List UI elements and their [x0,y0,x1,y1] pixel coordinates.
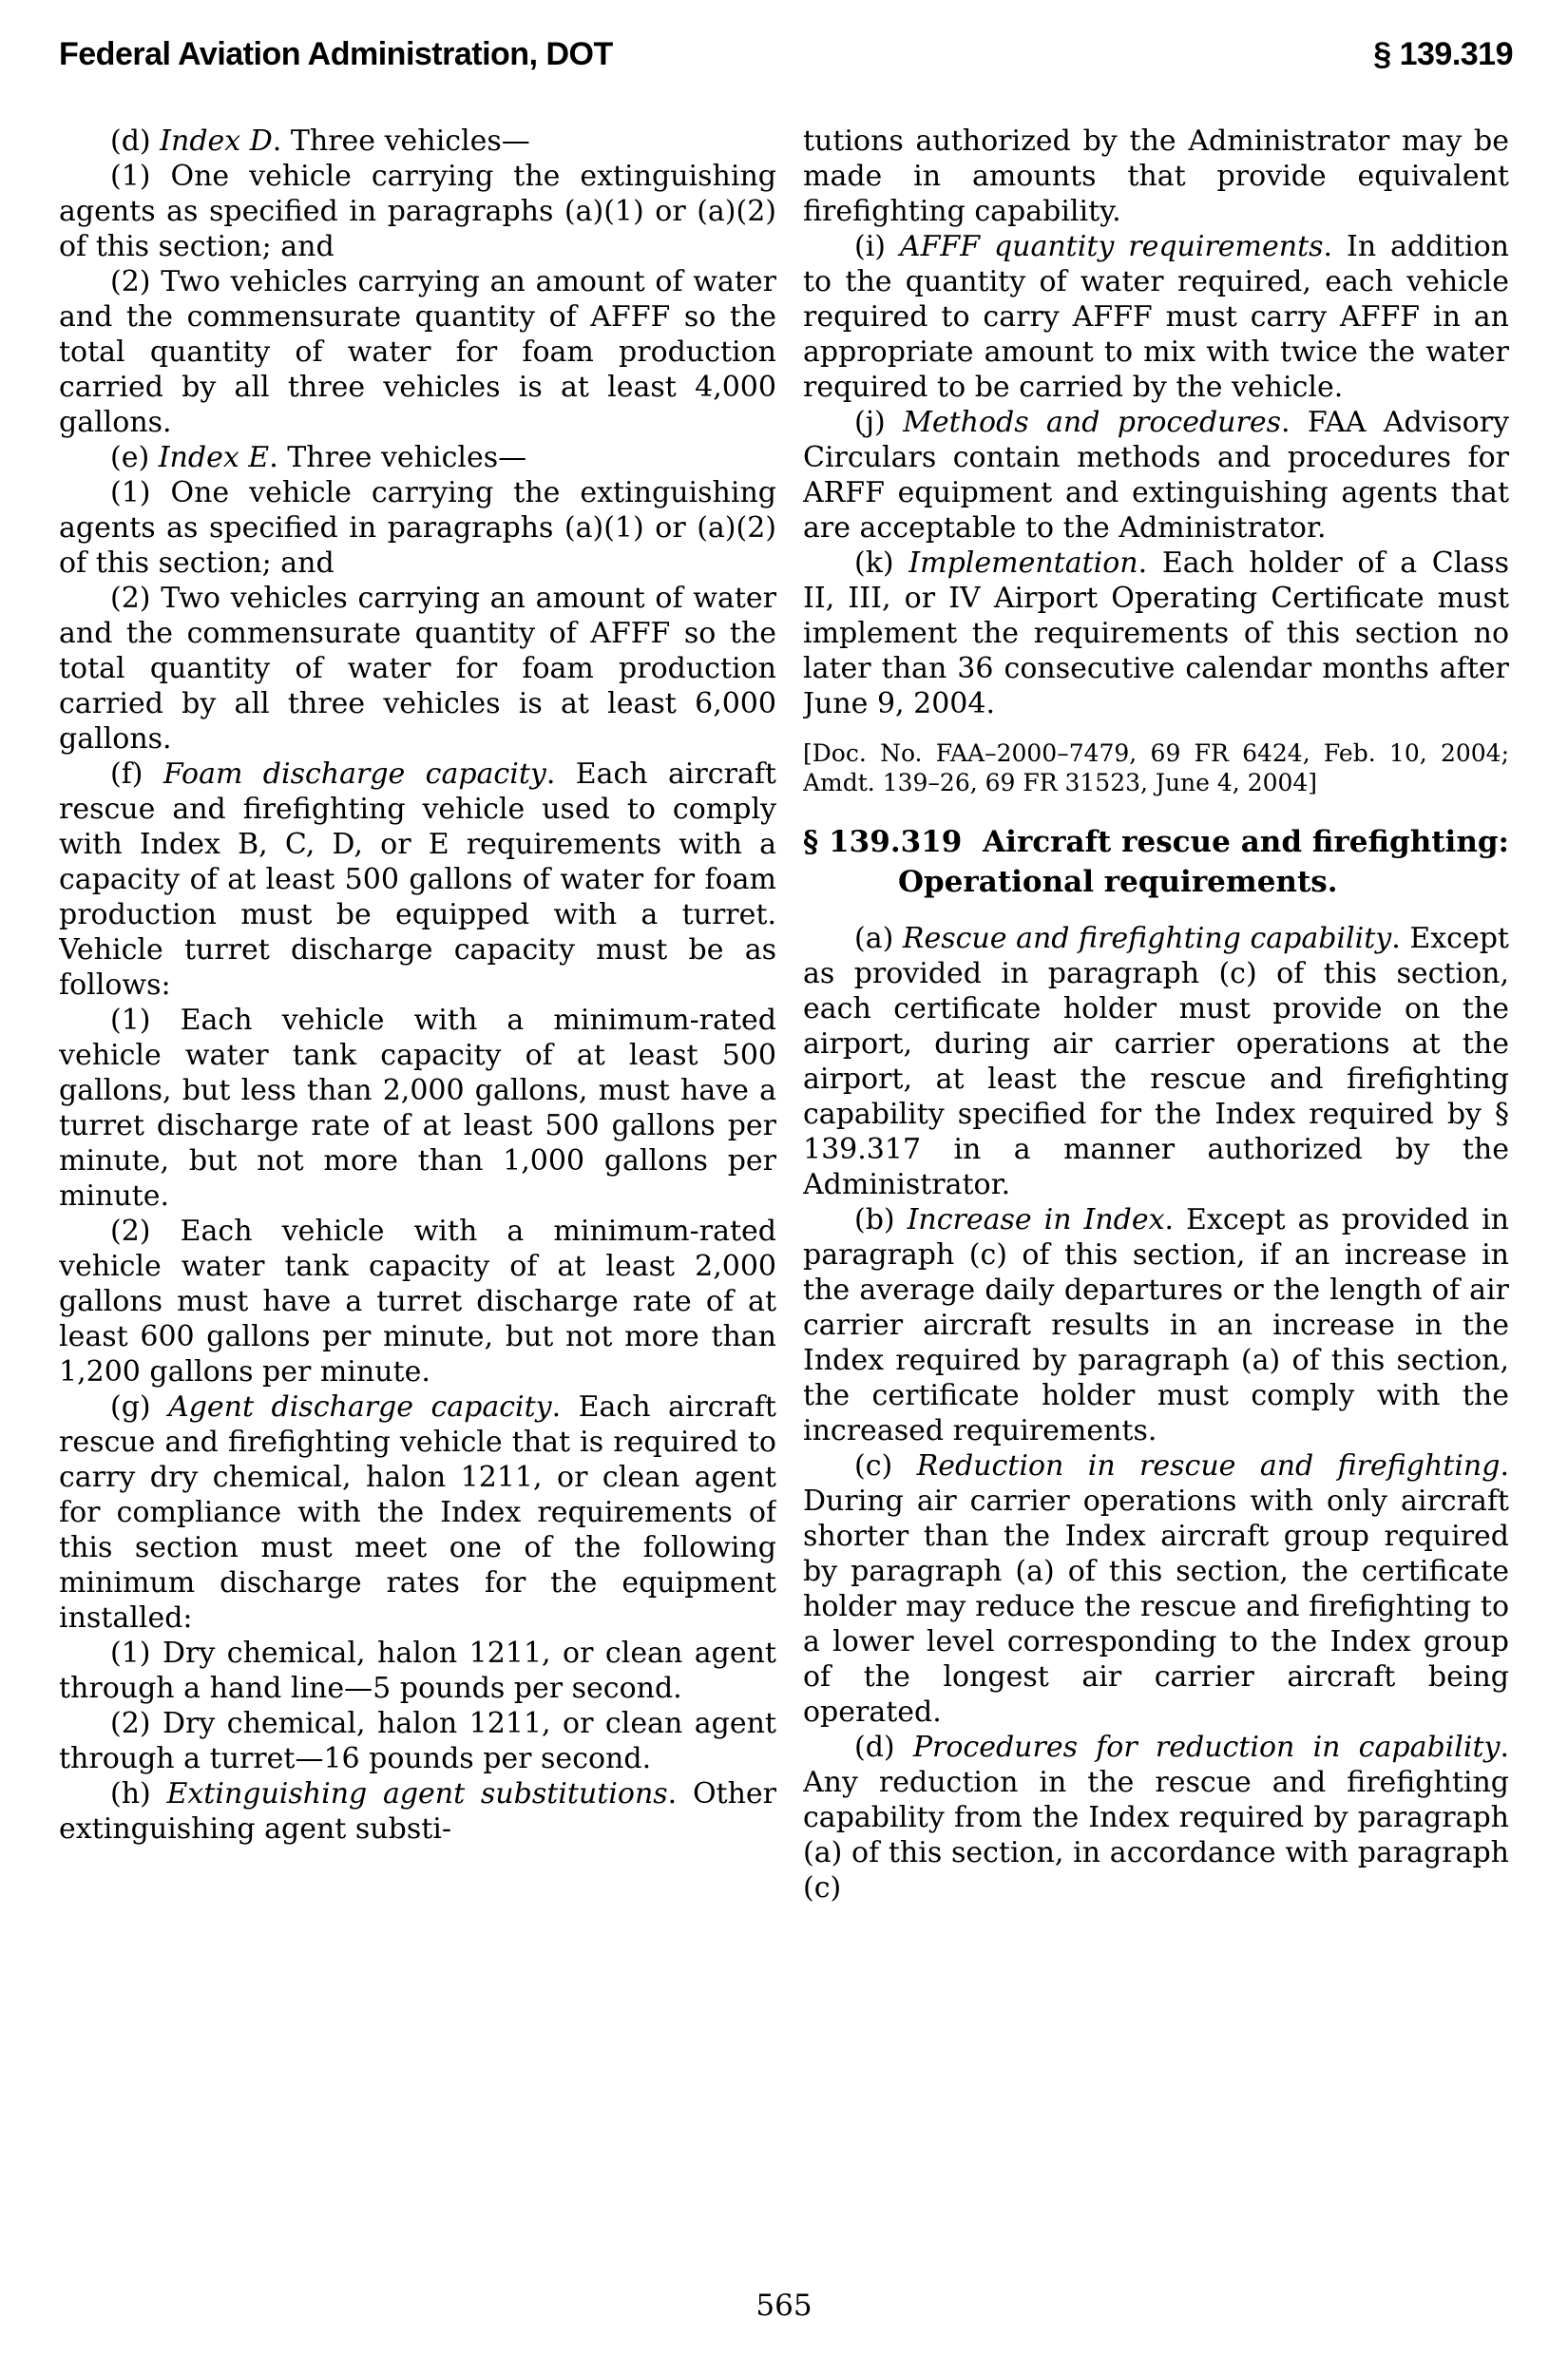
italic-phrase: Implementation [908,546,1138,580]
text-run: (1) One vehicle carrying the extinguishing agents as specified in paragraphs (a)(1) or (a)(2) of this section; and [59,476,776,580]
text-run: . Any reduction in the rescue and firefighting capability from the Index required by paragraph (a) of this section, in accordance with paragraph (c) [803,1731,1509,1905]
body-paragraph [59,1214,776,1389]
text-run: (2) Two vehicles carrying an amount of water and the commensurate quantity of AFFF so the total quantity of water for foam production carried by all three vehicles is at least 6,000 gallons. [59,582,776,756]
body-paragraph [59,124,776,159]
italic-phrase: Methods and procedures [903,406,1281,439]
italic-phrase: Index E [158,441,270,474]
text-run: . Three vehicles— [269,441,527,474]
text-run: (d) [110,125,161,158]
text-run: (2) Two vehicles carrying an amount of water and the commensurate quantity of AFFF so the total quantity of water for foam production carried by all three vehicles is at least 4,000 gallons. [59,265,776,439]
italic-phrase: Index D [160,125,273,158]
body-paragraph [803,1730,1509,1906]
body-paragraph [59,757,776,1003]
italic-phrase: AFFF quantity requirements [899,230,1324,263]
text-run: (d) [854,1731,913,1764]
italic-phrase: Foam discharge capacity [163,757,546,791]
text-run: § 139.319 Aircraft rescue and firefighting: Operational requirements. [803,825,1509,899]
italic-phrase: Rescue and firefighting capability [902,922,1392,955]
text-run: (k) [854,546,909,580]
italic-phrase: Reduction in rescue and firefighting [916,1449,1501,1483]
text-run: (2) Dry chemical, halon 1211, or clean agent through a turret—16 pounds per second. [59,1707,776,1775]
body-paragraph [59,581,776,757]
text-run: . Each aircraft rescue and firefighting vehicle used to comply with Index B, C, D, or E requirements with a capacity of at least 500 gallons of water for foam production must be equipped with a turret. Vehicle turret discharge capacity must be as follows: [59,757,776,1002]
body-paragraph [59,1636,776,1706]
text-columns [59,124,1509,2290]
body-paragraph [59,440,776,475]
header-section-number: § 139.319 [1373,36,1513,72]
body-paragraph [803,229,1509,405]
text-run: (j) [854,406,904,439]
page-header [59,36,1513,73]
text-run: (h) [110,1777,167,1811]
text-run: (i) [854,230,900,263]
text-run: (e) [110,441,159,474]
text-run: tutions authorized by the Administrator may be made in amounts that provide equivalent firefighting capability. [803,125,1509,228]
header-agency-title: Federal Aviation Administration, DOT [59,36,613,72]
italic-phrase: Extinguishing agent substitutions [166,1777,668,1811]
page-footer [0,2289,1568,2323]
text-run: (c) [854,1449,917,1483]
text-run: (g) [110,1390,169,1424]
body-paragraph [59,1776,776,1847]
text-run: (2) Each vehicle with a minimum-rated vehicle water tank capacity of at least 2,000 gallons must have a turret discharge rate of at least 600 gallons per minute, but not more than 1,200 gallons per minute. [59,1215,776,1389]
text-run: . Each aircraft rescue and firefighting vehicle that is required to carry dry chemical, halon 1211, or clean agent for compliance with the Index requirements of this section must meet one of the following minimum discharge rates for the equipment installed: [59,1390,776,1635]
body-paragraph [803,1448,1509,1730]
body-paragraph [59,264,776,440]
body-paragraph [59,1706,776,1776]
text-run: . Except as provided in paragraph (c) of this section, if an increase in the average daily departures or the length of air carrier aircraft results in an increase in the Index required by paragraph (a) of this section, the certificate holder must comply with the increased requirements. [803,1203,1509,1447]
body-paragraph [59,1003,776,1214]
italic-phrase: Procedures for reduction in capability [912,1731,1501,1764]
body-paragraph [803,921,1509,1202]
text-run: (1) Dry chemical, halon 1211, or clean agent through a hand line—5 pounds per second. [59,1637,776,1705]
text-run: . During air carrier operations with only aircraft shorter than the Index aircraft group required by paragraph (a) of this section, the certificate holder may reduce the rescue and firefighting to a lower level corresponding to the Index group of the longest air carrier aircraft being operated. [803,1449,1509,1729]
left-column [59,124,776,2290]
body-paragraph [803,124,1509,229]
text-run: . Except as provided in paragraph (c) of this section, each certificate holder must provide on the airport, during air carrier operations at the airport, at least the rescue and firefighting capability specified for the Index required by § 139.317 in a manner authorized by the Administrator. [803,922,1509,1201]
text-run: . FAA Advisory Circulars contain methods and procedures for ARFF equipment and extinguishing agents that are acceptable to the Administrator. [803,406,1509,545]
text-run: . Each holder of a Class II, III, or IV Airport Operating Certificate must implement the requirements of this section no later than 36 consecutive calendar months after June 9, 2004. [803,546,1509,720]
right-column [803,124,1509,2290]
source-citation [803,738,1509,797]
text-run: [Doc. No. FAA–2000–7479, 69 FR 6424, Feb. 10, 2004; Amdt. 139–26, 69 FR 31523, June 4, 2004] [803,739,1509,796]
page-number: 565 [755,2289,813,2323]
text-run: (1) Each vehicle with a minimum-rated vehicle water tank capacity of at least 500 gallons, but less than 2,000 gallons, must have a turret discharge rate of at least 500 gallons per minute, but not more than 1,000 gallons per minute. [59,1004,776,1213]
text-run: . In addition to the quantity of water required, each vehicle required to carry AFFF must carry AFFF in an appropriate amount to mix with twice the water required to be carried by the vehicle. [803,230,1509,404]
body-paragraph [59,159,776,264]
italic-phrase: Agent discharge capacity [168,1390,552,1424]
text-run: (1) One vehicle carrying the extinguishing agents as specified in paragraphs (a)(1) or (a)(2) of this section; and [59,160,776,263]
text-run: (a) [854,922,903,955]
text-run: . Other extinguishing agent substi- [59,1777,776,1846]
body-paragraph [803,1202,1509,1448]
text-run: (f) [110,757,163,791]
body-paragraph [803,546,1509,721]
body-paragraph [803,405,1509,546]
section-heading [803,822,1509,902]
italic-phrase: Increase in Index [907,1203,1165,1236]
body-paragraph [59,475,776,581]
text-run: (b) [854,1203,908,1236]
body-paragraph [59,1389,776,1636]
text-run: . Three vehicles— [272,125,530,158]
